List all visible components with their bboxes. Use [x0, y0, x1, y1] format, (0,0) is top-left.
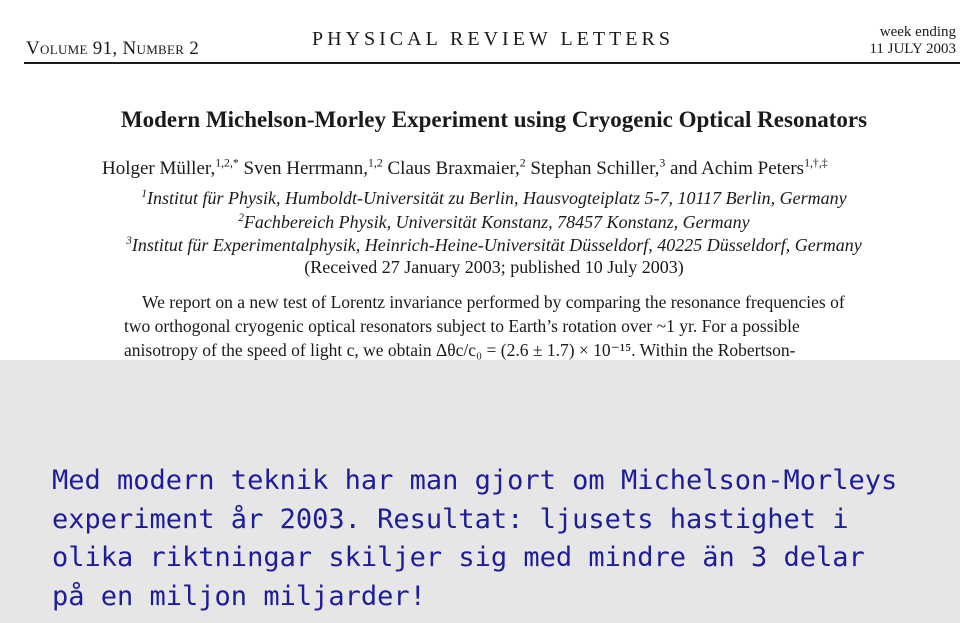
abstract	[124, 290, 862, 362]
received-dates: (Received 27 January 2003; published 10 July 2003)	[304, 257, 684, 277]
paper-title: Modern Michelson-Morley Experiment using Cryogenic Optical Resonators	[120, 107, 868, 132]
affiliation-1	[0, 188, 960, 209]
author-list	[102, 158, 828, 180]
week-ending-label: week ending	[879, 24, 956, 40]
affiliation-3	[0, 235, 960, 256]
abstract-line: anisotropy of the speed of light c, we obtain Δθc/c₀ = (2.6 ± 1.7) × 10⁻¹⁵. Within the Robertson-	[124, 340, 796, 360]
author-affiliation-marker: 1,2	[368, 156, 383, 170]
issue-date: 11 JULY 2003	[869, 41, 956, 57]
author-name: Stephan Schiller,	[525, 158, 660, 179]
author-affiliation-marker: 2	[519, 156, 526, 170]
author-affiliation-marker: 1,2,*	[215, 156, 239, 170]
abstract-line: two orthogonal cryogenic optical resonators subject to Earth’s rotation over ~1 yr. For a possible	[124, 316, 800, 336]
journal-name: PHYSICAL REVIEW LETTERS	[312, 28, 674, 50]
affiliation-number: 3	[126, 235, 132, 247]
affiliation-2	[0, 212, 960, 233]
slide-caption: Med modern teknik har man gjort om Michelson-Morleys experiment år 2003. Resultat: ljusets hastighet i olika riktningar skiljer sig med mindre än 3 delar på en miljon miljarder!	[52, 465, 898, 612]
affiliation-number: 1	[141, 188, 147, 200]
affiliation-text: Institut für Physik, Humboldt-Universität zu Berlin, Hausvogteiplatz 5-7, 10117 Berlin, Germany	[146, 188, 847, 208]
affiliation-text: Fachbereich Physik, Universität Konstanz, 78457 Konstanz, Germany	[243, 212, 750, 232]
header-divider	[24, 62, 960, 64]
author-name: Holger Müller,	[102, 158, 216, 179]
author-affiliation-marker: 1,†,‡	[804, 156, 828, 170]
author-name: and Achim Peters	[665, 158, 805, 179]
author-name: Claus Braxmaier,	[382, 158, 520, 179]
author-name: Sven Herrmann,	[238, 158, 369, 179]
issue-date-block	[869, 24, 956, 58]
abstract-line: We report on a new test of Lorentz invariance performed by comparing the resonance frequencies of	[142, 292, 845, 312]
author-affiliation-marker: 3	[659, 156, 666, 170]
affiliation-text: Institut für Experimentalphysik, Heinrich-Heine-Universität Düsseldorf, 40225 Düsseldorf, Germany	[131, 235, 862, 255]
affiliation-number: 2	[238, 212, 244, 224]
volume-number: Volume 91, Number 2	[26, 38, 200, 59]
